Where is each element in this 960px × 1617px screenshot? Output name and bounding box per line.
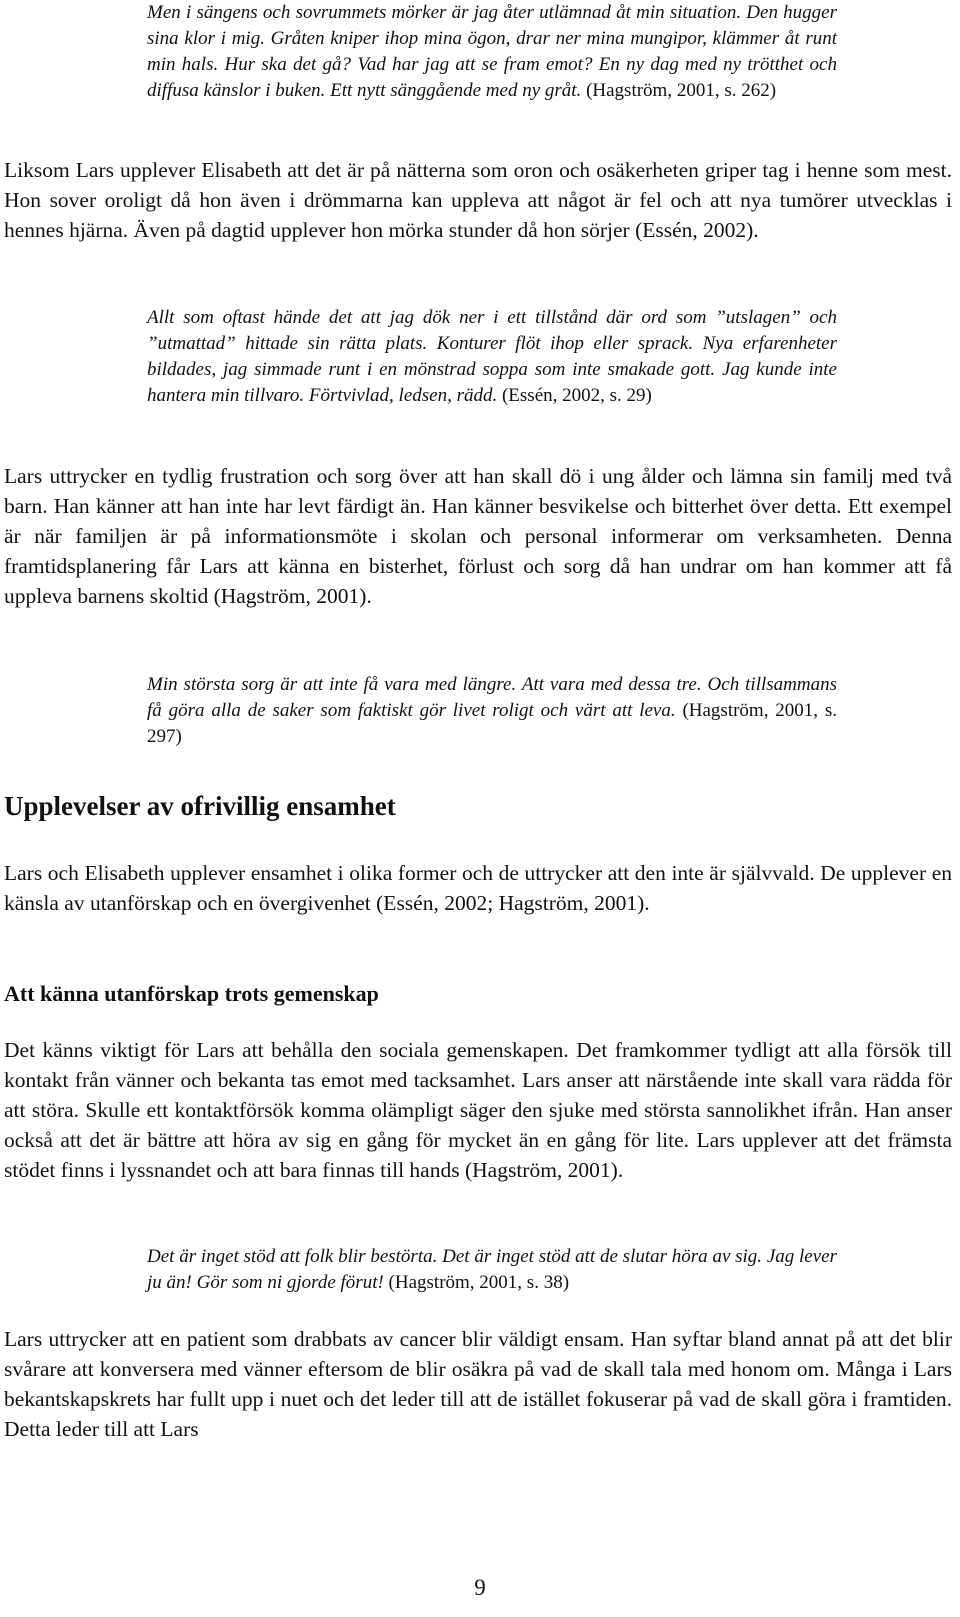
paragraph-2: Lars uttrycker en tydlig frustration och sorg över att han skall dö i ung ålder och lämna sin familj med två barn. Han känner att han inte har levt färdigt än. Han känner besvikelse och bitterhet över detta. Ett exempel är när familjen är på informationsmöte i skolan och personal informerar om verksamheten. Denna framtidsplanering får Lars att känna en bisterhet, förlust och sorg då han undrar om han kommer att få uppleva barnens skoltid (Hagström, 2001). (4, 464, 952, 608)
quote-citation: (Essén, 2002, s. 29) (497, 385, 652, 406)
quote-text: Min största sorg är att inte få vara med längre. Att vara med dessa tre. Och tillsammans få göra alla de saker som faktiskt gör livet roligt och värt att leva. (147, 674, 837, 721)
quote-citation: (Hagström, 2001, s. 297) (147, 700, 837, 747)
page-number: 9 (474, 1575, 486, 1600)
paragraph-4: Det känns viktigt för Lars att behålla den sociala gemenskapen. Det framkommer tydligt att alla försök till kontakt från vänner och bekanta tas emot med tacksamhet. Lars anser att närstående inte skall vara rädda för att störa. Skulle ett kontaktförsök komma olämpligt säger den sjuke med största sannolikhet ifrån. Han anser också att det är bättre att höra av sig en gång för mycket än en gång för lite. Lars upplever att det främsta stödet finns i lyssnandet och att bara finnas till hands (Hagström, 2001). (4, 1038, 952, 1182)
quote-text: Allt som oftast hände det att jag dök ner i ett tillstånd där ord som ”utslagen” och ”utmattad” hittade sin rätta plats. Konturer flöt ihop eller sprack. Nya erfarenheter bildades, jag simmade runt i en mönstrad soppa som inte smakade gott. Jag kunde inte hantera min tillvaro. Förtvivlad, ledsen, rädd. (147, 307, 837, 406)
paragraph-1: Liksom Lars upplever Elisabeth att det är på nätterna som oron och osäkerheten griper tag i henne som mest. Hon sover oroligt då hon även i drömmarna kan uppleva att något är fel och att nya tumörer utvecklas i hennes hjärna. Även på dagtid upplever hon mörka stunder då hon sörjer (Essén, 2002). (4, 158, 952, 242)
block-quote-2 (147, 305, 837, 409)
section-heading: Upplevelser av ofrivillig ensamhet (4, 791, 396, 821)
quote-text: Men i sängens och sovrummets mörker är jag åter utlämnad åt min situation. Den hugger sina klor i mig. Gråten kniper ihop mina ögon, drar ner mina mungipor, klämmer åt runt min hals. Hur ska det gå? Vad har jag att se fram emot? En ny dag med ny trötthet och diffusa känslor i buken. Ett nytt sänggående med ny gråt. (147, 2, 837, 101)
block-quote-1 (147, 0, 837, 104)
quote-text: Det är inget stöd att folk blir bestörta. Det är inget stöd att de slutar höra av sig. Jag lever ju än! Gör som ni gjorde förut! (147, 1246, 837, 1293)
paragraph-5: Lars uttrycker att en patient som drabbats av cancer blir väldigt ensam. Han syftar bland annat på att det blir svårare att konversera med vänner eftersom de blir osäkra på vad de skall tala med honom om. Många i Lars bekantskapskrets har fullt upp i nuet och det leder till att de istället fokuserar på vad de skall göra i framtiden. Detta leder till att Lars (4, 1327, 952, 1441)
block-quote-3 (147, 672, 837, 750)
paragraph-3: Lars och Elisabeth upplever ensamhet i olika former och de uttrycker att den inte är självvald. De upplever en känsla av utanförskap och en övergivenhet (Essén, 2002; Hagström, 2001). (4, 861, 952, 915)
subsection-heading: Att känna utanförskap trots gemenskap (4, 981, 379, 1006)
quote-citation: (Hagström, 2001, s. 38) (383, 1272, 570, 1293)
block-quote-4 (147, 1244, 837, 1296)
quote-citation: (Hagström, 2001, s. 262) (581, 80, 777, 101)
